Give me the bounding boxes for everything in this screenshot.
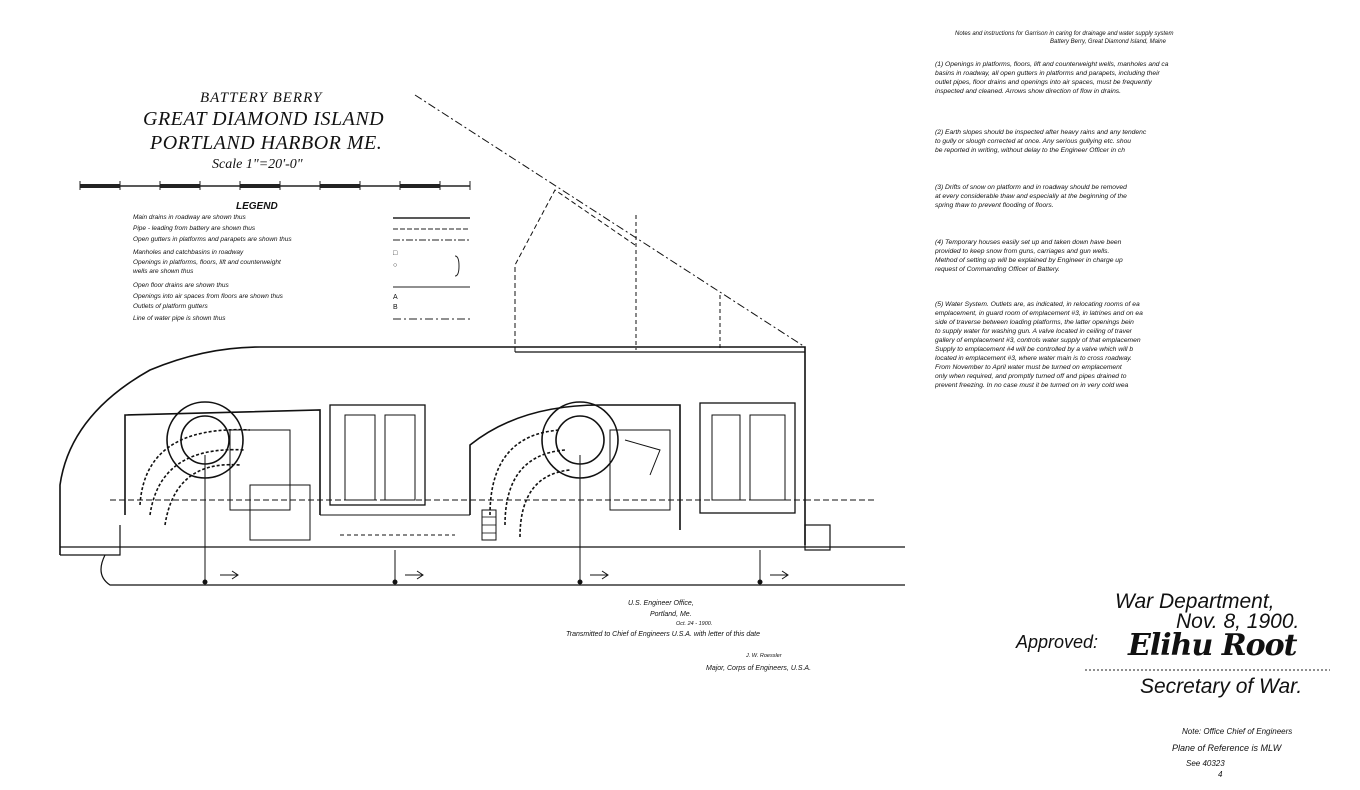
note-line: (2) Earth slopes should be inspected after heavy rains and any tendenc (935, 129, 1147, 136)
footnote-reference: Plane of Reference is MLW (1172, 743, 1282, 753)
manhole-symbol-icon: □ (393, 250, 398, 257)
legend-item: Open floor drains are shown thus (133, 282, 229, 289)
battery-plan-drawing (0, 85, 910, 605)
note-line: gallery of emplacement #3, controls water supply of that emplacemen (935, 337, 1141, 344)
legend-item: wells are shown thus (133, 268, 194, 275)
notes-heading-line: Battery Berry, Great Diamond Island, Maine (1050, 39, 1166, 45)
gutter-outlet-symbol-icon: B (393, 304, 398, 311)
secretary-title: Secretary of War. (1140, 675, 1303, 698)
note-line: (4) Temporary houses easily set up and taken down have been (935, 239, 1122, 246)
note-line: provided to keep snow from guns, carriages and gun wells. (935, 248, 1110, 255)
note-line: (3) Drifts of snow on platform and in roadway should be removed (935, 184, 1127, 191)
officer-title: Major, Corps of Engineers, U.S.A. (706, 665, 812, 672)
note-line: at every considerable thaw and especially at the beginning of the (935, 193, 1127, 200)
footnote-office: Note: Office Chief of Engineers (1182, 727, 1293, 736)
note-paragraph-2 (935, 128, 1360, 155)
note-line: basins in roadway, all open gutters in platforms and parapets, including their (935, 70, 1160, 77)
note-line: prevent freezing. In no case must it be turned on in very cold wea (935, 382, 1129, 389)
note-paragraph-1 (935, 60, 1360, 96)
drawing-scale: Scale 1"=20'-0" (212, 157, 303, 172)
legend-item: Pipe - leading from battery are shown thus (133, 225, 256, 232)
note-line: only when required, and promptly turned off and pipes drained to (935, 373, 1127, 380)
approval-department: War Department, (1115, 590, 1275, 613)
note-line: Method of setting up will be explained by Engineer in charge up (935, 257, 1123, 264)
legend-item: Manholes and catchbasins in roadway (133, 249, 244, 256)
note-line: located in emplacement #3, where water main is to cross roadway. (935, 355, 1132, 362)
office-city: Portland, Me. (650, 611, 692, 618)
drawing-title-island: GREAT DIAMOND ISLAND (143, 108, 385, 130)
drawing-title-harbor: PORTLAND HARBOR ME. (150, 132, 383, 154)
note-line: emplacement, in guard room of emplacement #3, in latrines and on ea (935, 310, 1143, 317)
office-name: U.S. Engineer Office, (628, 600, 694, 607)
legend-item: Main drains in roadway are shown thus (133, 214, 246, 221)
note-line: outlet pipes, floor drains and openings into air spaces, must be frequently (935, 79, 1152, 86)
approval-date: Nov. 8, 1900. (1176, 610, 1300, 633)
signature-line (1085, 668, 1330, 672)
note-line: spring thaw to prevent flooding of floors. (935, 202, 1054, 209)
note-line: request of Commanding Officer of Battery. (935, 266, 1060, 273)
approved-label: Approved: (1016, 632, 1099, 652)
notes-heading (935, 30, 1360, 46)
secretary-signature: Elihu Root (1128, 628, 1297, 663)
air-space-symbol-icon: A (393, 294, 398, 301)
drawing-title-battery: BATTERY BERRY (200, 90, 323, 106)
footnote-sheet: 4 (1218, 770, 1223, 779)
opening-symbol-icon: ○ (393, 262, 398, 269)
notes-heading-line: Notes and instructions for Garrison in caring for drainage and water supply system (955, 31, 1174, 37)
legend-item: Open gutters in platforms and parapets are shown thus (133, 236, 292, 243)
legend-heading: LEGEND (236, 201, 278, 212)
note-line: to gully or slough corrected at once. Any serious gullying etc. shou (935, 138, 1132, 145)
note-line: From November to April water must be turned on emplacement (935, 364, 1122, 371)
legend-item: Openings in platforms, floors, lift and counterweight (133, 259, 281, 266)
legend-item: Openings into air spaces from floors are shown thus (133, 293, 283, 300)
transmittal-note: Transmitted to Chief of Engineers U.S.A. with letter of this date (566, 631, 761, 638)
note-line: (5) Water System. Outlets are, as indicated, in relocating rooms of ea (935, 301, 1140, 308)
legend-item: Line of water pipe is shown thus (133, 315, 226, 322)
legend-item: Outlets of platform gutters (133, 303, 208, 310)
note-line: side of traverse between loading platforms, the latter openings bein (935, 319, 1134, 326)
office-date: Oct. 24 - 1900. (676, 621, 713, 627)
note-line: be reported in writing, without delay to the Engineer Officer in ch (935, 147, 1125, 154)
footnote-see: See 40323 (1186, 759, 1225, 768)
note-line: (1) Openings in platforms, floors, lift and counterweight wells, manholes and ca (935, 61, 1169, 68)
note-paragraph-4 (935, 238, 1360, 274)
note-line: Supply to emplacement #4 will be controlled by a valve which will b (935, 346, 1134, 353)
officer-signature: J. W. Roessler (746, 653, 782, 659)
note-paragraph-5 (935, 300, 1360, 390)
note-line: inspected and cleaned. Arrows show direction of flow in drains. (935, 88, 1121, 95)
note-line: to supply water for washing gun. A valve located in ceiling of traver (935, 328, 1132, 335)
note-paragraph-3 (935, 183, 1360, 210)
